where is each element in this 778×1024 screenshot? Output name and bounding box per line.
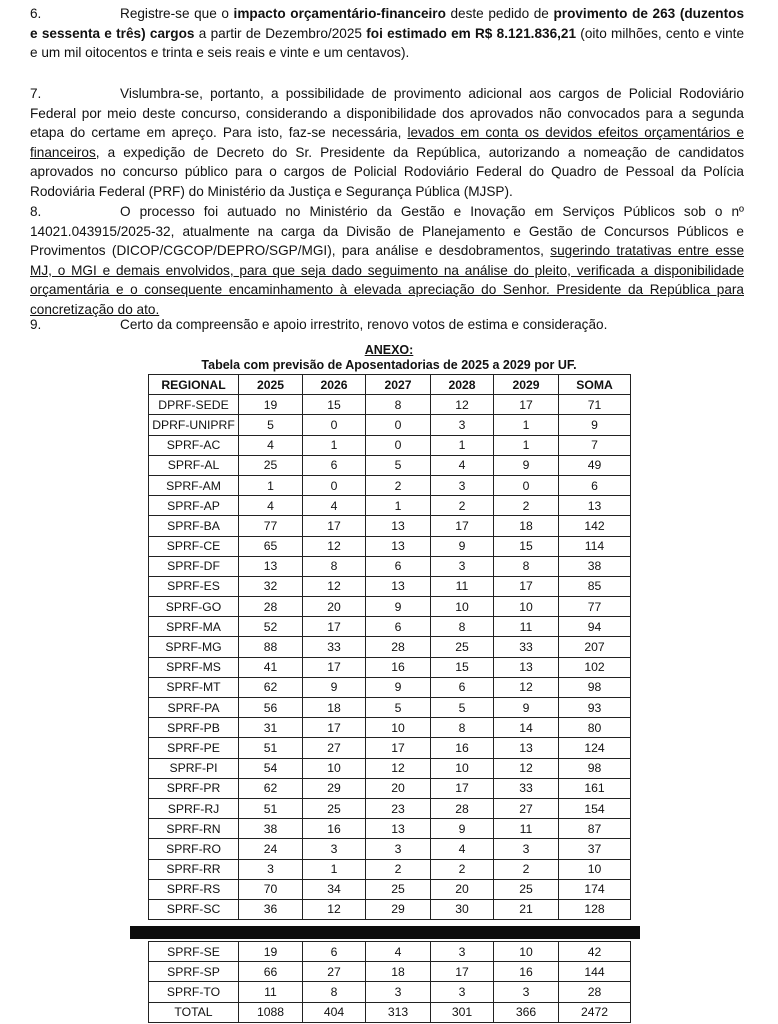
value-cell: 10 — [559, 859, 631, 879]
value-cell: 56 — [239, 698, 303, 718]
value-cell: 17 — [431, 962, 494, 982]
paragraph-number: 8. — [30, 204, 42, 219]
value-cell: 6 — [366, 617, 431, 637]
regional-cell: SPRF-SC — [149, 899, 239, 919]
value-cell: 17 — [303, 516, 366, 536]
regional-cell: SPRF-AL — [149, 455, 239, 475]
value-cell: 12 — [431, 395, 494, 415]
value-cell: 10 — [303, 758, 366, 778]
value-cell: 94 — [559, 617, 631, 637]
retirement-table — [148, 374, 631, 920]
value-cell: 11 — [239, 982, 303, 1002]
table-row — [149, 556, 631, 576]
value-cell: 1 — [366, 496, 431, 516]
value-cell: 313 — [366, 1002, 431, 1022]
value-cell: 1 — [494, 435, 559, 455]
table-row — [149, 942, 631, 962]
value-cell: 52 — [239, 617, 303, 637]
value-cell: 13 — [366, 536, 431, 556]
regional-cell: SPRF-DF — [149, 556, 239, 576]
value-cell: 10 — [494, 942, 559, 962]
regional-cell: SPRF-PB — [149, 718, 239, 738]
value-cell: 144 — [559, 962, 631, 982]
value-cell: 3 — [366, 982, 431, 1002]
value-cell: 85 — [559, 576, 631, 596]
header-2029: 2029 — [494, 375, 559, 395]
value-cell: 11 — [494, 617, 559, 637]
value-cell: 28 — [366, 637, 431, 657]
value-cell: 33 — [494, 637, 559, 657]
value-cell: 17 — [303, 718, 366, 738]
value-cell: 2 — [366, 859, 431, 879]
paragraph-text: (oito milhões, cento e vinte e um mil oitocentos e trinta e seis reais e vinte e um centavos). — [30, 25, 745, 60]
value-cell: 36 — [239, 899, 303, 919]
value-cell: 16 — [303, 819, 366, 839]
value-cell: 8 — [366, 395, 431, 415]
value-cell: 8 — [303, 982, 366, 1002]
value-cell: 18 — [494, 516, 559, 536]
value-cell: 25 — [431, 637, 494, 657]
value-cell: 28 — [431, 798, 494, 818]
paragraph-text: a partir de Dezembro/2025 — [194, 25, 367, 41]
paragraph-9 — [30, 315, 744, 335]
value-cell: 18 — [303, 698, 366, 718]
value-cell: 25 — [303, 798, 366, 818]
value-cell: 6 — [559, 475, 631, 495]
value-cell: 3 — [494, 982, 559, 1002]
value-cell: 6 — [303, 455, 366, 475]
value-cell: 1 — [431, 435, 494, 455]
value-cell: 12 — [303, 576, 366, 596]
table-row — [149, 738, 631, 758]
value-cell: 0 — [366, 415, 431, 435]
value-cell: 13 — [494, 738, 559, 758]
value-cell: 15 — [494, 536, 559, 556]
value-cell: 124 — [559, 738, 631, 758]
header-2026: 2026 — [303, 375, 366, 395]
regional-cell: SPRF-AC — [149, 435, 239, 455]
value-cell: 19 — [239, 942, 303, 962]
paragraph-6 — [30, 4, 744, 63]
header-2028: 2028 — [431, 375, 494, 395]
value-cell: 42 — [559, 942, 631, 962]
table-row — [149, 718, 631, 738]
value-cell: 12 — [494, 758, 559, 778]
value-cell: 8 — [494, 556, 559, 576]
table-body — [149, 395, 631, 920]
value-cell: 31 — [239, 718, 303, 738]
regional-cell: SPRF-TO — [149, 982, 239, 1002]
value-cell: 30 — [431, 899, 494, 919]
regional-cell: SPRF-MT — [149, 677, 239, 697]
value-cell: 0 — [494, 475, 559, 495]
table-row — [149, 475, 631, 495]
regional-cell: SPRF-RN — [149, 819, 239, 839]
value-cell: 142 — [559, 516, 631, 536]
value-cell: 9 — [494, 698, 559, 718]
regional-cell: SPRF-MA — [149, 617, 239, 637]
regional-cell: SPRF-MS — [149, 657, 239, 677]
value-cell: 12 — [303, 899, 366, 919]
paragraph-underlined-text: sugerindo tratativas entre esse MJ, o MGI e demais envolvidos, para que seja dado seguimento na análise do pleito, verificada a disponibilidade orçamentária e o consequente encaminhamento à elevada apreciação do Senhor. Presidente da República para concretização do ato. — [30, 243, 744, 317]
value-cell: 3 — [431, 942, 494, 962]
table-row — [149, 839, 631, 859]
value-cell: 32 — [239, 576, 303, 596]
value-cell: 16 — [431, 738, 494, 758]
table-row — [149, 778, 631, 798]
regional-cell: SPRF-ES — [149, 576, 239, 596]
header-soma: SOMA — [559, 375, 631, 395]
value-cell: 3 — [431, 982, 494, 1002]
value-cell: 18 — [366, 962, 431, 982]
value-cell: 25 — [494, 879, 559, 899]
value-cell: 66 — [239, 962, 303, 982]
table-total-row — [149, 1002, 631, 1022]
value-cell: 54 — [239, 758, 303, 778]
value-cell: 6 — [366, 556, 431, 576]
value-cell: 13 — [494, 657, 559, 677]
value-cell: 174 — [559, 879, 631, 899]
value-cell: 3 — [494, 839, 559, 859]
regional-cell: SPRF-RO — [149, 839, 239, 859]
value-cell: 21 — [494, 899, 559, 919]
value-cell: 0 — [366, 435, 431, 455]
value-cell: 28 — [559, 982, 631, 1002]
value-cell: 17 — [431, 516, 494, 536]
value-cell: 12 — [366, 758, 431, 778]
paragraph-text: a expedição de Decreto do Sr. Presidente da República, autorizando a nomeação de candidatos aprovados no concurso público para o cargos de Policial Rodoviário Federal do Quadro de Pessoal da Polícia Rodoviária Federal (PRF) do Ministério da Justiça e Segurança Pública (MJSP). — [30, 144, 744, 199]
value-cell: 9 — [366, 677, 431, 697]
value-cell: 77 — [239, 516, 303, 536]
value-cell: 38 — [559, 556, 631, 576]
value-cell: 10 — [366, 718, 431, 738]
value-cell: 34 — [303, 879, 366, 899]
value-cell: 98 — [559, 677, 631, 697]
value-cell: 4 — [431, 455, 494, 475]
table-row — [149, 798, 631, 818]
value-cell: 2 — [494, 859, 559, 879]
table-row — [149, 496, 631, 516]
value-cell: 51 — [239, 738, 303, 758]
value-cell: 9 — [559, 415, 631, 435]
value-cell: 29 — [303, 778, 366, 798]
value-cell: 17 — [366, 738, 431, 758]
table-row — [149, 677, 631, 697]
value-cell: 17 — [494, 576, 559, 596]
value-cell: 2 — [366, 475, 431, 495]
regional-cell: SPRF-CE — [149, 536, 239, 556]
regional-cell: DPRF-SEDE — [149, 395, 239, 415]
value-cell: 70 — [239, 879, 303, 899]
regional-cell: SPRF-PE — [149, 738, 239, 758]
value-cell: 1 — [303, 859, 366, 879]
value-cell: 3 — [431, 556, 494, 576]
regional-cell: SPRF-SP — [149, 962, 239, 982]
regional-cell: SPRF-AP — [149, 496, 239, 516]
value-cell: 11 — [431, 576, 494, 596]
value-cell: 154 — [559, 798, 631, 818]
retirement-table-continued — [148, 941, 631, 1023]
value-cell: 80 — [559, 718, 631, 738]
table-row — [149, 859, 631, 879]
value-cell: 20 — [303, 597, 366, 617]
value-cell: 20 — [431, 879, 494, 899]
table-row — [149, 819, 631, 839]
table-row — [149, 597, 631, 617]
value-cell: 29 — [366, 899, 431, 919]
regional-cell: DPRF-UNIPRF — [149, 415, 239, 435]
value-cell: 11 — [494, 819, 559, 839]
paragraph-7 — [30, 84, 744, 201]
regional-cell: SPRF-SE — [149, 942, 239, 962]
regional-cell: SPRF-PI — [149, 758, 239, 778]
table-row — [149, 758, 631, 778]
value-cell: 51 — [239, 798, 303, 818]
value-cell: 37 — [559, 839, 631, 859]
value-cell: 161 — [559, 778, 631, 798]
paragraph-bold-text: foi estimado em R$ 8.121.836,21 — [366, 25, 577, 41]
regional-cell: SPRF-BA — [149, 516, 239, 536]
table-row — [149, 536, 631, 556]
value-cell: 9 — [431, 536, 494, 556]
value-cell: 3 — [431, 475, 494, 495]
table-row — [149, 982, 631, 1002]
value-cell: 4 — [303, 496, 366, 516]
value-cell: 13 — [239, 556, 303, 576]
value-cell: 1 — [239, 475, 303, 495]
value-cell: 27 — [494, 798, 559, 818]
table-row — [149, 395, 631, 415]
value-cell: 17 — [303, 657, 366, 677]
paragraph-bold-text: impacto orçamentário-financeiro — [233, 6, 446, 21]
value-cell: 13 — [559, 496, 631, 516]
value-cell: 1 — [494, 415, 559, 435]
value-cell: 88 — [239, 637, 303, 657]
table-row — [149, 879, 631, 899]
value-cell: 14 — [494, 718, 559, 738]
regional-cell: SPRF-GO — [149, 597, 239, 617]
table-row — [149, 516, 631, 536]
table-row — [149, 698, 631, 718]
paragraph-8 — [30, 202, 744, 319]
table-body — [149, 942, 631, 1023]
value-cell: 16 — [366, 657, 431, 677]
value-cell: 65 — [239, 536, 303, 556]
value-cell: 10 — [494, 597, 559, 617]
value-cell: 93 — [559, 698, 631, 718]
table-row — [149, 435, 631, 455]
value-cell: 366 — [494, 1002, 559, 1022]
value-cell: 8 — [303, 556, 366, 576]
table-row — [149, 617, 631, 637]
value-cell: 4 — [239, 435, 303, 455]
value-cell: 8 — [431, 617, 494, 637]
value-cell: 17 — [303, 617, 366, 637]
value-cell: 5 — [366, 455, 431, 475]
value-cell: 62 — [239, 778, 303, 798]
value-cell: 62 — [239, 677, 303, 697]
value-cell: 17 — [431, 778, 494, 798]
value-cell: 13 — [366, 516, 431, 536]
value-cell: 15 — [303, 395, 366, 415]
paragraph-bold-text: provimento de 263 (duzentos e sessenta e três) cargos — [30, 6, 745, 41]
value-cell: 4 — [366, 942, 431, 962]
value-cell: 13 — [366, 819, 431, 839]
paragraph-text: Registre-se que o — [120, 6, 234, 21]
regional-cell: SPRF-PA — [149, 698, 239, 718]
value-cell: 98 — [559, 758, 631, 778]
value-cell: 102 — [559, 657, 631, 677]
value-cell: 41 — [239, 657, 303, 677]
value-cell: 15 — [431, 657, 494, 677]
table-row — [149, 657, 631, 677]
value-cell: 4 — [239, 496, 303, 516]
value-cell: 9 — [431, 819, 494, 839]
value-cell: 5 — [239, 415, 303, 435]
value-cell: 2 — [431, 496, 494, 516]
value-cell: 28 — [239, 597, 303, 617]
value-cell: 2 — [431, 859, 494, 879]
table-row — [149, 415, 631, 435]
value-cell: 3 — [431, 415, 494, 435]
value-cell: 2472 — [559, 1002, 631, 1022]
value-cell: 25 — [366, 879, 431, 899]
value-cell: 6 — [303, 942, 366, 962]
table-row — [149, 962, 631, 982]
regional-cell: SPRF-RR — [149, 859, 239, 879]
value-cell: 17 — [494, 395, 559, 415]
value-cell: 3 — [366, 839, 431, 859]
paragraph-number: 9. — [30, 317, 42, 332]
header-2027: 2027 — [366, 375, 431, 395]
table-row — [149, 576, 631, 596]
regional-cell: TOTAL — [149, 1002, 239, 1022]
value-cell: 8 — [431, 718, 494, 738]
regional-cell: SPRF-PR — [149, 778, 239, 798]
value-cell: 4 — [431, 839, 494, 859]
paragraph-text: deste pedido de — [445, 6, 554, 21]
value-cell: 12 — [303, 536, 366, 556]
value-cell: 9 — [303, 677, 366, 697]
header-regional: REGIONAL — [149, 375, 239, 395]
annex-label: ANEXO: — [364, 343, 414, 357]
value-cell: 16 — [494, 962, 559, 982]
value-cell: 49 — [559, 455, 631, 475]
value-cell: 13 — [366, 576, 431, 596]
regional-cell: SPRF-MG — [149, 637, 239, 657]
annex-subtitle: Tabela com previsão de Aposentadorias de 2025 a 2029 por UF. — [201, 358, 577, 372]
paragraph-number: 7. — [30, 86, 42, 101]
value-cell: 128 — [559, 899, 631, 919]
value-cell: 6 — [431, 677, 494, 697]
value-cell: 38 — [239, 819, 303, 839]
header-2025: 2025 — [239, 375, 303, 395]
value-cell: 5 — [366, 698, 431, 718]
value-cell: 77 — [559, 597, 631, 617]
table-row — [149, 899, 631, 919]
value-cell: 20 — [366, 778, 431, 798]
value-cell: 0 — [303, 415, 366, 435]
value-cell: 7 — [559, 435, 631, 455]
value-cell: 404 — [303, 1002, 366, 1022]
value-cell: 9 — [494, 455, 559, 475]
paragraph-number: 6. — [30, 6, 42, 21]
value-cell: 1 — [303, 435, 366, 455]
value-cell: 19 — [239, 395, 303, 415]
value-cell: 9 — [366, 597, 431, 617]
value-cell: 5 — [431, 698, 494, 718]
value-cell: 114 — [559, 536, 631, 556]
value-cell: 3 — [303, 839, 366, 859]
value-cell: 71 — [559, 395, 631, 415]
value-cell: 27 — [303, 738, 366, 758]
value-cell: 1088 — [239, 1002, 303, 1022]
value-cell: 3 — [239, 859, 303, 879]
value-cell: 0 — [303, 475, 366, 495]
value-cell: 24 — [239, 839, 303, 859]
value-cell: 33 — [494, 778, 559, 798]
regional-cell: SPRF-RJ — [149, 798, 239, 818]
paragraph-text: Certo da compreensão e apoio irrestrito, renovo votos de estima e consideração. — [120, 317, 608, 332]
paragraph-text: Vislumbra-se, portanto, a possibilidade de provimento adicional aos cargos de Policial Rodoviário Federal por meio deste concurso, considerando a disponibilidade dos aprovados não convocados para a segunda etapa do certame em apreço. Para isto, faz-se necessária, — [30, 86, 744, 140]
value-cell: 207 — [559, 637, 631, 657]
paragraph-underlined-text: levados em conta os devidos efeitos orçamentários e financeiros, — [30, 125, 744, 160]
value-cell: 87 — [559, 819, 631, 839]
value-cell: 301 — [431, 1002, 494, 1022]
regional-cell: SPRF-RS — [149, 879, 239, 899]
value-cell: 23 — [366, 798, 431, 818]
table-row — [149, 455, 631, 475]
table-header-row — [149, 375, 631, 395]
value-cell: 25 — [239, 455, 303, 475]
regional-cell: SPRF-AM — [149, 475, 239, 495]
value-cell: 10 — [431, 597, 494, 617]
paragraph-text: O processo foi autuado no Ministério da Gestão e Inovação em Serviços Públicos sob o nº 14021.043915/2025-32, atualmente na carga da Divisão de Planejamento e Gestão de Concursos Públicos e Provimentos (DICOP/CGCOP/DEPRO/SGP/MGI), para análise e desdobramentos, — [30, 204, 744, 258]
redaction-bar — [130, 926, 640, 939]
table-row — [149, 637, 631, 657]
value-cell: 33 — [303, 637, 366, 657]
value-cell: 12 — [494, 677, 559, 697]
value-cell: 27 — [303, 962, 366, 982]
value-cell: 2 — [494, 496, 559, 516]
value-cell: 10 — [431, 758, 494, 778]
